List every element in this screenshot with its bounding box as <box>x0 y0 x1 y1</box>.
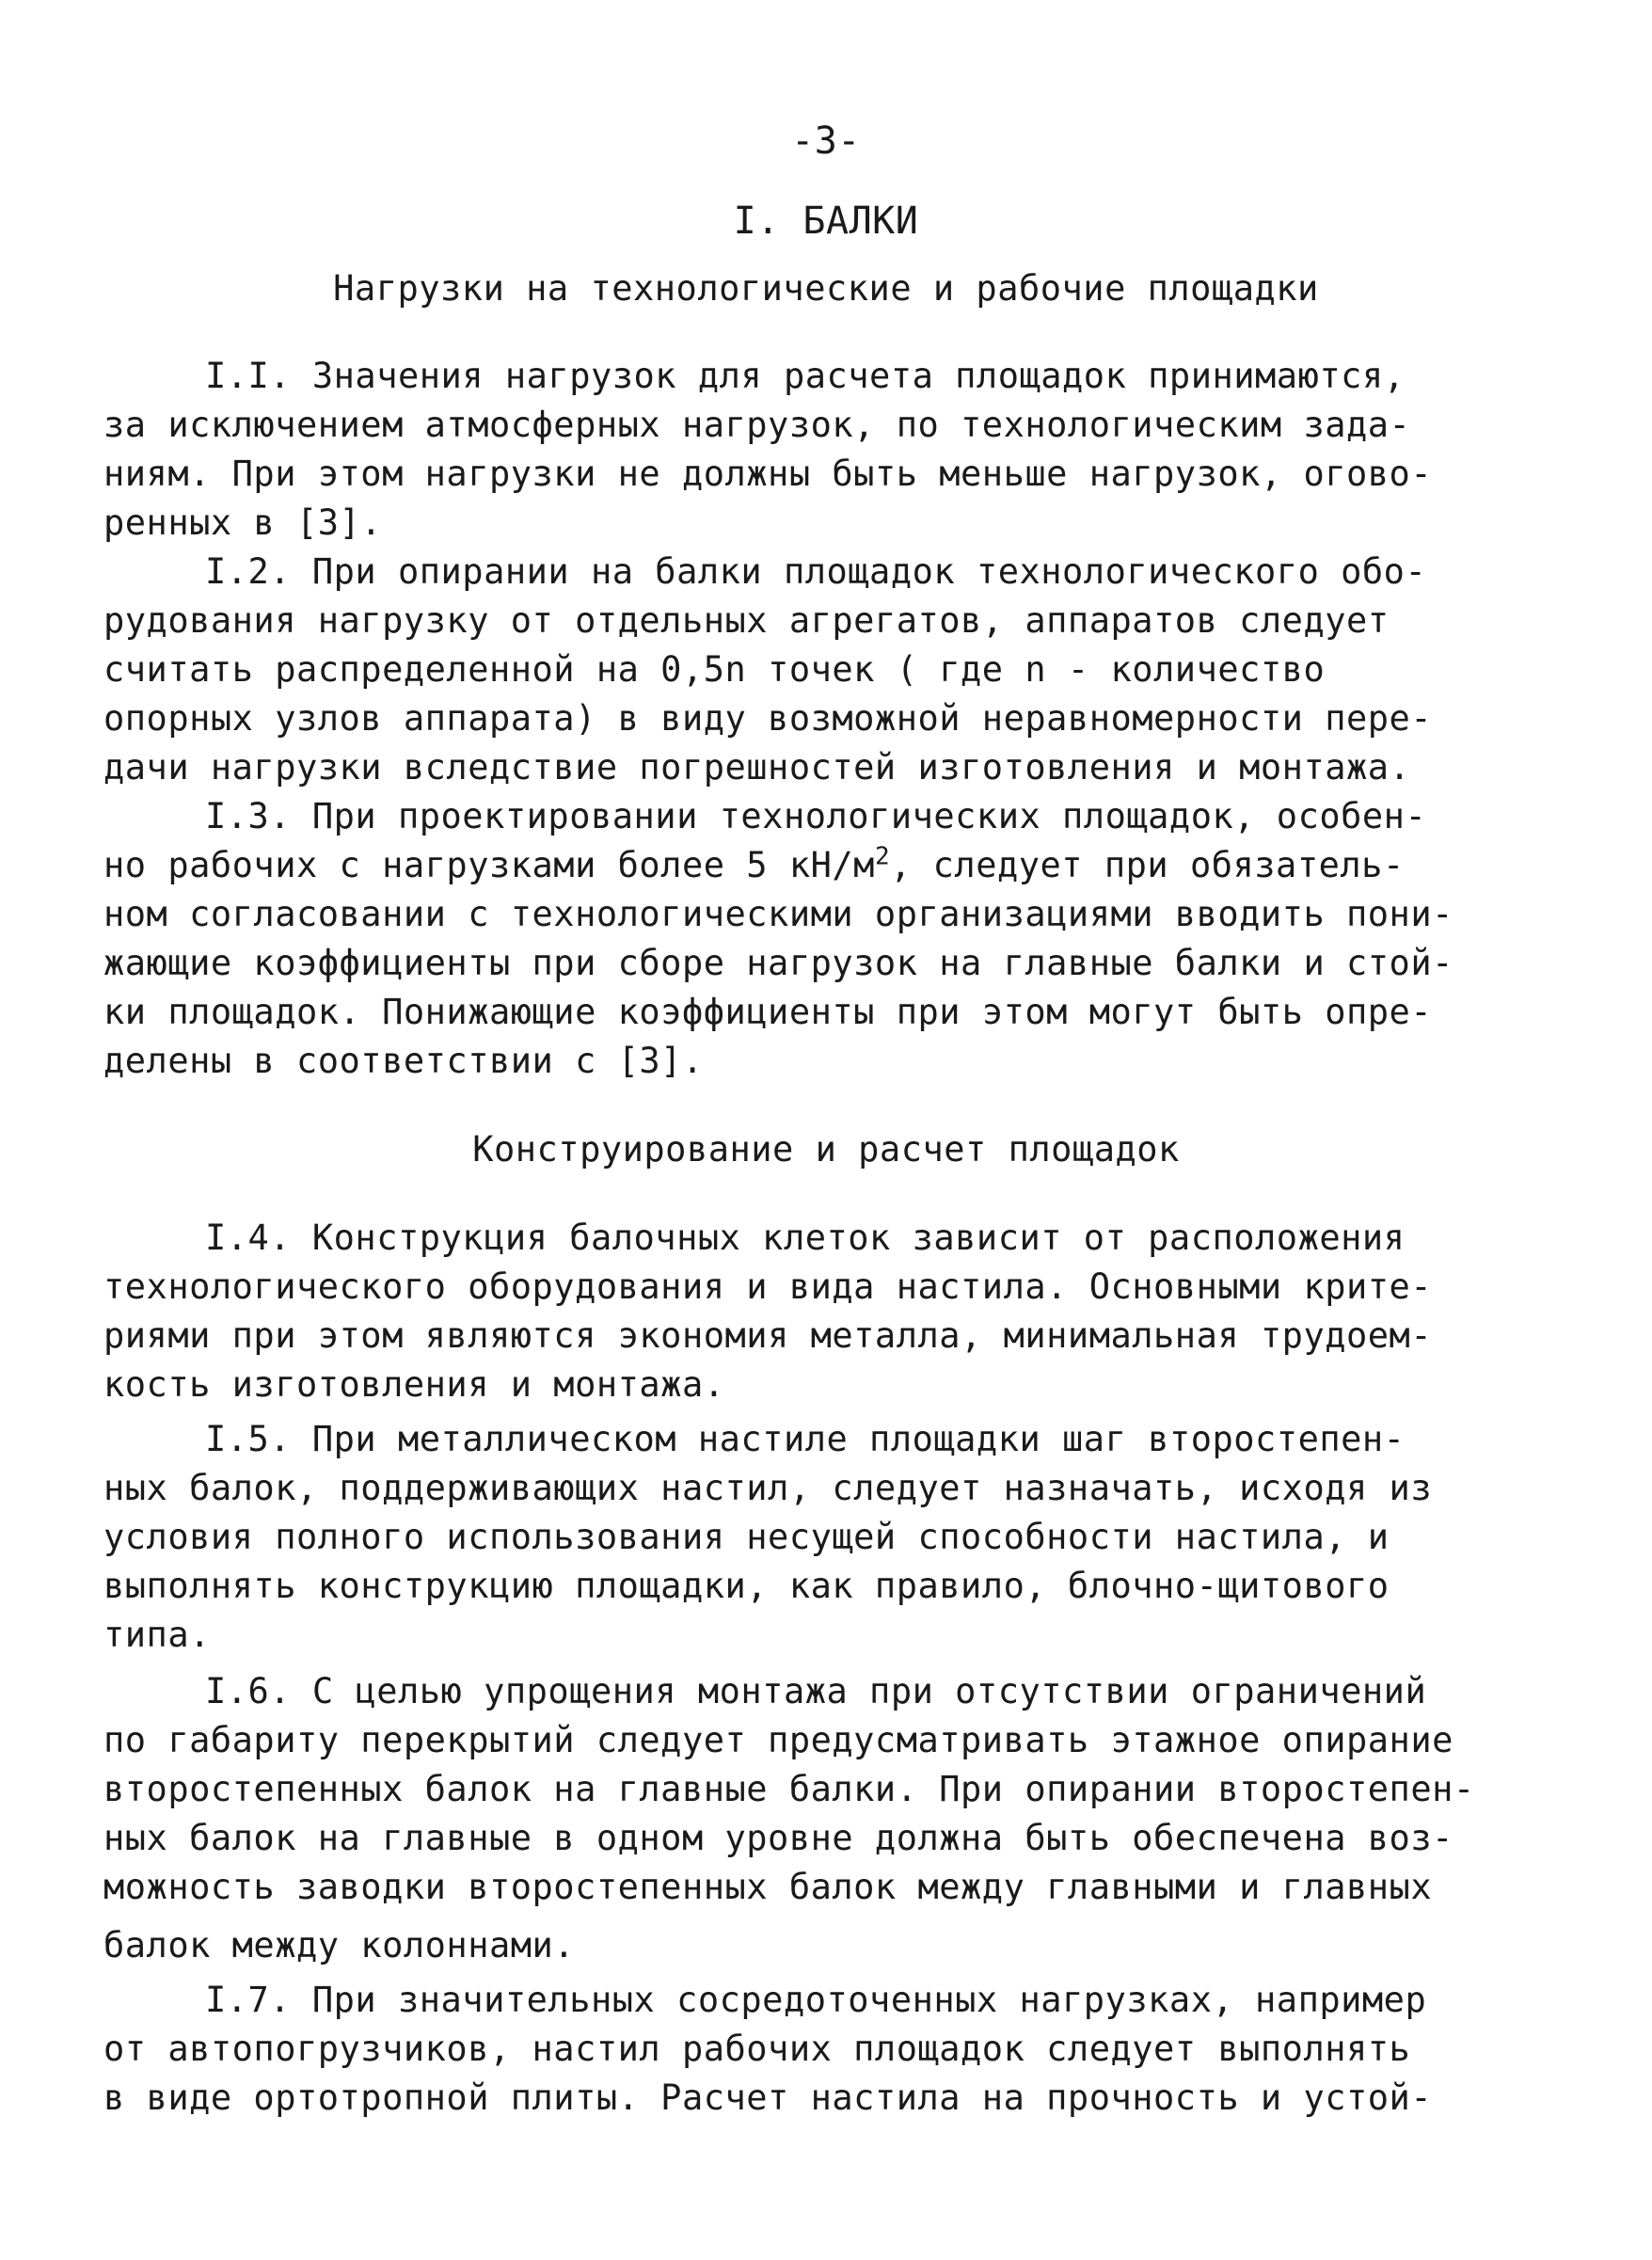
paragraph-line: балок между колоннами. <box>103 1925 576 1966</box>
paragraph-line: ренных в [3]. <box>103 502 383 543</box>
paragraph-line: I.7. При значительных сосредоточенных нагрузках, например <box>205 1980 1427 2020</box>
paragraph-line: жающие коэффициенты при сборе нагрузок на главные балки и стой- <box>103 943 1453 983</box>
paragraph-line: I.4. Конструкция балочных клеток зависит от расположения <box>205 1218 1406 1258</box>
paragraph-line: ных балок, поддерживающих настил, следует назначать, исходя из <box>103 1468 1433 1508</box>
section-heading-design: Конструирование и расчет площадок <box>472 1129 1180 1170</box>
paragraph-line: ниям. При этом нагрузки не должны быть меньше нагрузок, огово- <box>103 454 1433 494</box>
paragraph-line: считать распределенной на 0,5n точек ( где n - количество <box>103 649 1326 690</box>
line-end: , следует при обязатель- <box>890 845 1405 885</box>
paragraph-line: типа. <box>103 1615 211 1655</box>
paragraph-line: ных балок на главные в одном уровне должна быть обеспечена воз- <box>103 1818 1453 1858</box>
paragraph-line: за исключением атмосферных нагрузок, по технологическим зада- <box>103 405 1411 445</box>
paragraph-line: в виде ортотропной плиты. Расчет настила на прочность и устой- <box>103 2077 1433 2118</box>
paragraph-line: риями при этом являются экономия металла, минимальная трудоем- <box>103 1315 1433 1356</box>
page-number: -3- <box>791 119 861 163</box>
paragraph-line: по габариту перекрытий следует предусматривать этажное опирание <box>103 1720 1453 1760</box>
paragraph-line: от автопогрузчиков, настил рабочих площадок следует выполнять <box>103 2029 1411 2069</box>
paragraph-line: выполнять конструкцию площадки, как правило, блочно-щитового <box>103 1566 1390 1606</box>
paragraph-line: технологического оборудования и вида настила. Основными крите- <box>103 1266 1433 1307</box>
paragraph-line: кость изготовления и монтажа. <box>103 1364 725 1405</box>
paragraph-line-with-superscript <box>103 842 1405 886</box>
paragraph-line: I.6. С целью упрощения монтажа при отсутствии ограничений <box>205 1671 1427 1711</box>
paragraph-line: второстепенных балок на главные балки. При опирании второстепен- <box>103 1769 1475 1809</box>
unit-superscript: 2 <box>874 842 891 871</box>
paragraph-line: опорных узлов аппарата) в виду возможной неравномерности пере- <box>103 698 1433 739</box>
paragraph-line: I.I. Значения нагрузок для расчета площадок принимаются, <box>205 356 1406 396</box>
paragraph-line: I.2. При опирании на балки площадок технологического обо- <box>205 551 1427 592</box>
paragraph-line: I.5. При металлическом настиле площадки шаг второстепен- <box>205 1419 1406 1459</box>
line-start: но рабочих с нагрузками более 5 кН/м <box>103 845 875 885</box>
paragraph-line: условия полного использования несущей способности настила, и <box>103 1517 1390 1557</box>
chapter-title: I. БАЛКИ <box>733 199 919 243</box>
paragraph-line: рудования нагрузку от отдельных агрегатов, аппаратов следует <box>103 600 1390 641</box>
paragraph-line: можность заводки второстепенных балок между главными и главных <box>103 1867 1433 1907</box>
paragraph-line: ки площадок. Понижающие коэффициенты при этом могут быть опре- <box>103 992 1433 1032</box>
paragraph-line: делены в соответствии с [3]. <box>103 1041 704 1081</box>
paragraph-line: дачи нагрузки вследствие погрешностей изготовления и монтажа. <box>103 747 1411 788</box>
section-heading-loads: Нагрузки на технологические и рабочие площадки <box>333 268 1319 309</box>
paragraph-line: I.3. При проектировании технологических площадок, особен- <box>205 796 1427 836</box>
paragraph-line: ном согласовании с технологическими организациями вводить пони- <box>103 894 1453 934</box>
